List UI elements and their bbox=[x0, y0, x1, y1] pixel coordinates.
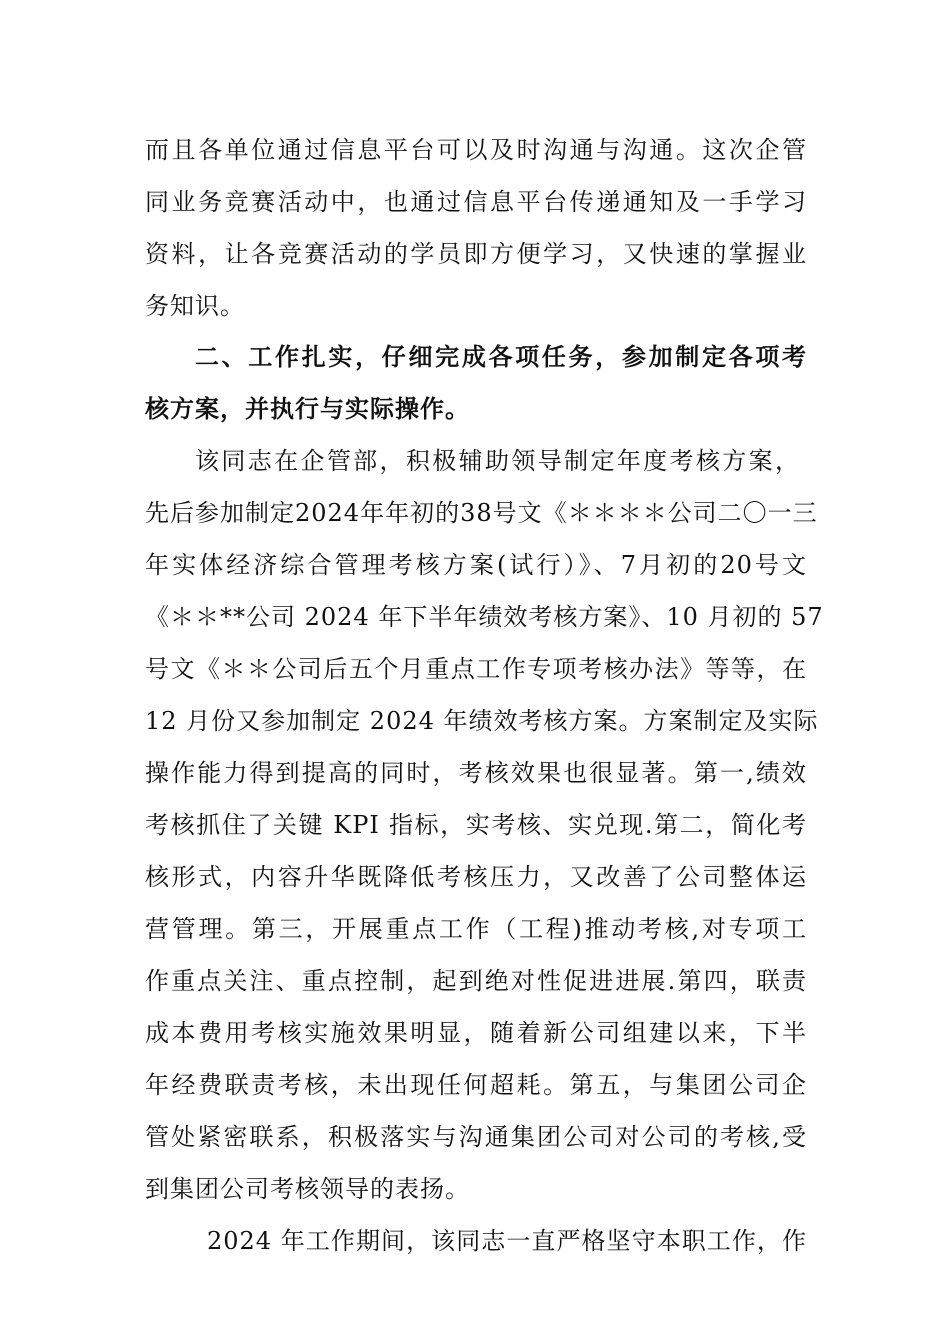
paragraph-line: 管处紧密联系，积极落实与沟通集团公司对公司的考核,受 bbox=[145, 1123, 807, 1151]
paragraph-line: 到集团公司考核领导的表扬。 bbox=[145, 1175, 470, 1203]
paragraph-line: 核形式，内容升华既降低考核压力，又改善了公司整体运 bbox=[145, 863, 807, 891]
section-heading-line: 核方案，并执行与实际操作。 bbox=[145, 395, 470, 423]
paragraph-line: 先后参加制定2024年年初的38号文《＊＊＊＊公司二〇一三 bbox=[145, 499, 818, 527]
paragraph-line: 务知识。 bbox=[145, 292, 245, 320]
paragraph-line: 成本费用考核实施效果明显，随着新公司组建以来，下半 bbox=[145, 1019, 807, 1047]
paragraph-line: 考核抓住了关键 KPI 指标，实考核、实兑现.第二，简化考 bbox=[145, 811, 807, 839]
paragraph-line: 操作能力得到提高的同时，考核效果也很显著。第一,绩效 bbox=[145, 759, 807, 787]
paragraph-line: 年经费联责考核，未出现任何超耗。第五，与集团公司企 bbox=[145, 1071, 807, 1099]
paragraph-line: 号文《＊＊公司后五个月重点工作专项考核办法》等等，在 bbox=[145, 655, 807, 683]
paragraph-line: 资料，让各竞赛活动的学员即方便学习，又快速的掌握业 bbox=[145, 240, 807, 268]
paragraph-line: 而且各单位通过信息平台可以及时沟通与沟通。这次企管 bbox=[145, 136, 807, 164]
paragraph-line: 该同志在企管部，积极辅助领导制定年度考核方案， bbox=[195, 447, 800, 475]
paragraph-line: 《＊＊**公司 2024 年下半年绩效考核方案》、10 月初的 57 bbox=[145, 603, 824, 631]
paragraph-line: 2024 年工作期间，该同志一直严格坚守本职工作，作 bbox=[207, 1227, 807, 1255]
paragraph-line: 同业务竞赛活动中，也通过信息平台传递通知及一手学习 bbox=[145, 188, 807, 216]
paragraph-line: 作重点关注、重点控制，起到绝对性促进进展.第四，联责 bbox=[145, 967, 807, 995]
paragraph-line: 年实体经济综合管理考核方案(试行）》、7月初的20号文 bbox=[145, 551, 807, 579]
paragraph-line: 12 月份又参加制定 2024 年绩效考核方案。方案制定及实际 bbox=[145, 707, 819, 735]
section-heading-line: 二、工作扎实，仔细完成各项任务，参加制定各项考 bbox=[195, 343, 807, 371]
paragraph-line: 营管理。第三，开展重点工作（工程)推动考核,对专项工 bbox=[145, 915, 807, 943]
